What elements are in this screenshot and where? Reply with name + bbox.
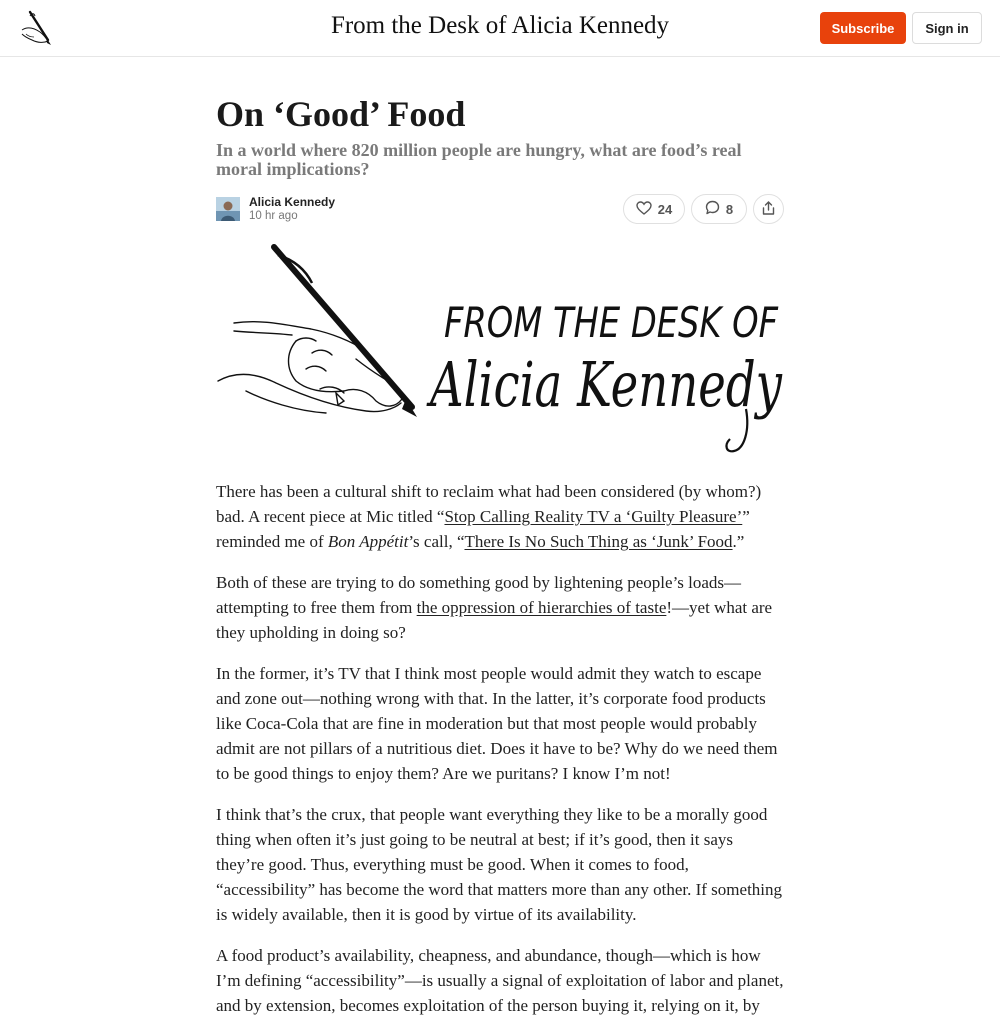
link-hierarchies-of-taste[interactable]: the oppression of hierarchies of taste — [416, 598, 667, 617]
paragraph-2 — [216, 570, 784, 645]
heart-icon — [636, 201, 652, 218]
author-avatar[interactable] — [216, 197, 240, 221]
author-name[interactable]: Alicia Kennedy — [249, 195, 336, 209]
article-body — [216, 479, 784, 1018]
comment-bubble-icon — [705, 200, 720, 218]
sign-in-button[interactable]: Sign in — [912, 12, 982, 44]
post-date: 10 hr ago — [249, 210, 298, 222]
hero-line-2: Alicia Kennedy — [426, 348, 783, 421]
paragraph-4: I think that’s the crux, that people want everything they like to be a morally good thing when often it’s just going to be neutral at best; if it’s good, then it says they’re good. Thus, everything must be good. When it comes to food, “accessibility” has become the word that matters more than any other. If something is widely available, then it is good by virtue of its availability. — [216, 805, 783, 924]
hero-illustration — [216, 241, 784, 457]
text-span: ” reminded me of — [216, 507, 750, 551]
top-navigation-bar — [0, 0, 1000, 57]
link-reality-tv[interactable]: Stop Calling Reality TV a ‘Guilty Pleasure’ — [444, 507, 743, 526]
pen-hand-logo-icon[interactable] — [18, 10, 56, 48]
paragraph-3: In the former, it’s TV that I think most people would admit they watch to escape and zone out—nothing wrong with that. In the latter, it’s corporate food products like Coca-Cola that are fine in moderation but that most people would probably admit are not pillars of a nutritious diet. Does it have to be? Why do we need them to be good things to enjoy them? Are we puritans? I know I’m not! — [216, 664, 778, 783]
share-button[interactable] — [753, 194, 784, 224]
link-junk-food[interactable]: There Is No Such Thing as ‘Junk’ Food — [464, 532, 733, 551]
text-span: Both of these are trying to do something good by lightening people’s loads—attempting to free them from — [216, 573, 742, 617]
comment-count: 8 — [725, 201, 734, 217]
paragraph-1 — [216, 479, 784, 554]
share-icon — [761, 200, 776, 219]
article — [216, 92, 784, 1034]
byline — [216, 191, 784, 231]
text-span: .” — [732, 532, 745, 551]
text-span: There has been a cultural shift to reclaim what had been considered (by whom?) bad. A recent piece at Mic titled “ — [216, 482, 762, 526]
comment-button[interactable] — [691, 194, 747, 224]
paragraph-5: A food product’s availability, cheapness, and abundance, though—which is how I’m defining “accessibility”—is usually a signal of exploitation of labor and planet, and by extension, becomes exploitation of the person buying it, relying on it, by — [216, 946, 784, 1015]
publication-title[interactable]: From the Desk of Alicia Kennedy — [330, 12, 670, 39]
emphasis-bon-appetit: Bon Appétit — [327, 532, 409, 551]
post-title: On ‘Good’ Food — [216, 94, 466, 134]
post-subtitle: In a world where 820 million people are hungry, what are food’s real moral implications? — [216, 140, 742, 179]
hero-line-1: FROM THE DESK OF — [444, 298, 779, 347]
like-button[interactable] — [623, 194, 685, 224]
text-span: !—yet what are they upholding in doing so? — [216, 598, 773, 642]
text-span: ’s call, “ — [408, 532, 465, 551]
subscribe-button[interactable]: Subscribe — [820, 12, 906, 44]
like-count: 24 — [657, 201, 673, 217]
